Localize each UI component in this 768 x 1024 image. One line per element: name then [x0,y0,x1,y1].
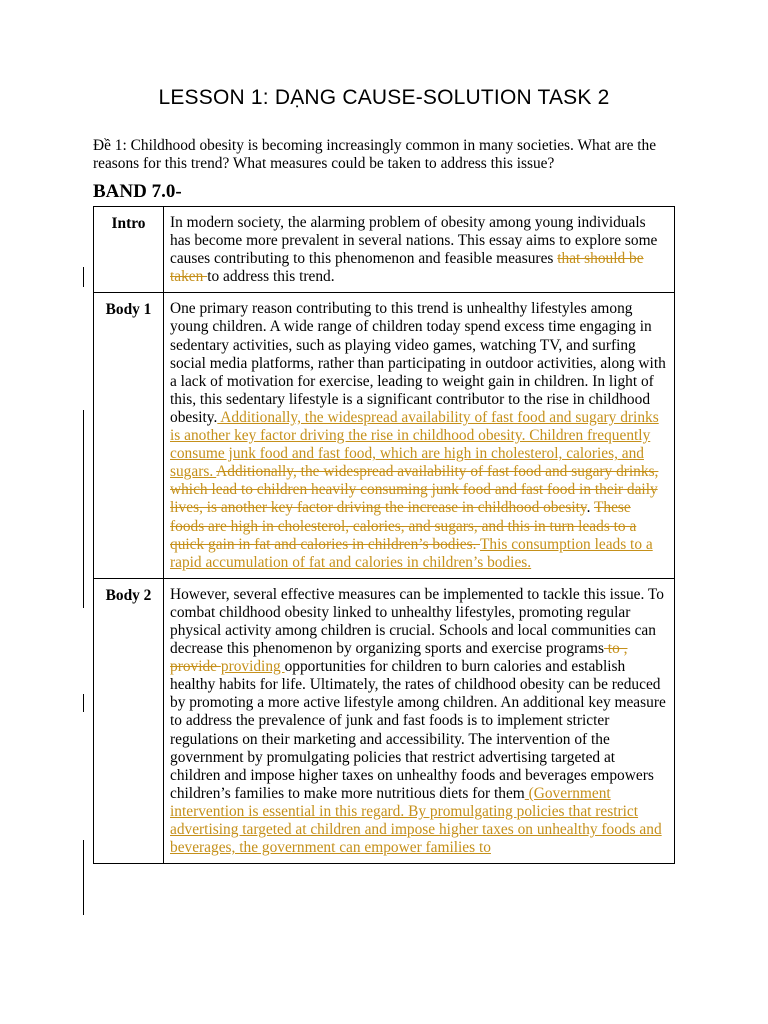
body-1-text-part: . [586,499,594,517]
body-2-text[interactable] [164,578,675,863]
change-bar [83,410,84,608]
body-2-text-part: opportunities for children to burn calories and establish healthy habits for life. Ultimately, the rates of childhood obesity can be reduced by promoting a more active lifestyle among children. An additional key measure to address the prevalence of junk and fast foods is to implement stricter regulations on their marketing and accessibility. The intervention of the government by promulgating policies that restrict advertising targeted at children and impose higher taxes on unhealthy foods and beverages empowers children’s families to make more nutritious diets for them [170,658,666,802]
band-heading: BAND 7.0- [93,181,182,202]
table-row-intro [94,207,675,293]
body-1-text-part: One primary reason contributing to this trend is unhealthy lifestyles among young children. A wide range of children today spend excess time engaging in sedentary activities, such as playing video games, watching TV, and surfing social media platforms, rather than participating in outdoor activities, along with a lack of motivation for exercise, leading to weight gain in children. In light of this, this sedentary lifestyle is a significant contributor to the rise in childhood obesity. [170,300,666,426]
intro-text[interactable] [164,207,675,293]
inserted-text: providing [220,658,285,676]
deleted-text: that should be taken [170,250,644,286]
change-bar [83,267,84,287]
row-label-body-1: Body 1 [94,293,164,578]
deleted-text: These foods are high in cholesterol, calories, and sugars, and this in turn leads to a quick gain in fat and calories in children’s bodies. [170,499,637,553]
row-label-body-2: Body 2 [94,578,164,863]
essay-table [93,206,675,864]
intro-text-part: In modern society, the alarming problem of obesity among young individuals has become more prevalent in several nations. This essay aims to explore some causes contributing to this phenomenon and feasible measures [170,214,658,268]
intro-text-part: to address this trend. [207,268,335,286]
page-title: LESSON 1: DẠNG CAUSE-SOLUTION TASK 2 [158,86,610,109]
question-prompt: Đề 1: Childhood obesity is becoming increasingly common in many societies. What are the reasons for this trend? What measures could be taken to address this issue? [93,137,657,172]
row-label-intro: Intro [94,207,164,293]
body-2-text-part: However, several effective measures can be implemented to tackle this issue. To combat childhood obesity linked to unhealthy lifestyles, promoting regular physical activity among children is crucial. Schools and local communities can decrease this phenomenon by organizing sports and exercise programs [170,585,664,658]
inserted-text: (Government intervention is essential in this regard. By promulgating policies that restrict advertising targeted at children and impose higher taxes on unhealthy foods and beverages, the government can empower families to [170,784,662,857]
table-row-body-2 [94,578,675,863]
table-row-body-1 [94,293,675,578]
deleted-text: to , provide [170,640,628,676]
body-1-text[interactable] [164,293,675,578]
change-bar [83,840,84,915]
inserted-text: This consumption leads to a rapid accumulation of fat and calories in children’s bodies. [170,535,653,571]
deleted-text: Additionally, the widespread availability of fast food and sugary drinks, which lead to children heavily consuming junk food and fast food in their daily lives, is another key factor driving the increase in childhood obesity [170,463,659,517]
inserted-text: Additionally, the widespread availability of fast food and sugary drinks is another key factor driving the rise in childhood obesity. Children frequently consume junk food and fast food, which are high in cholesterol, calories, and sugars. [170,408,659,481]
change-bar [83,694,84,712]
